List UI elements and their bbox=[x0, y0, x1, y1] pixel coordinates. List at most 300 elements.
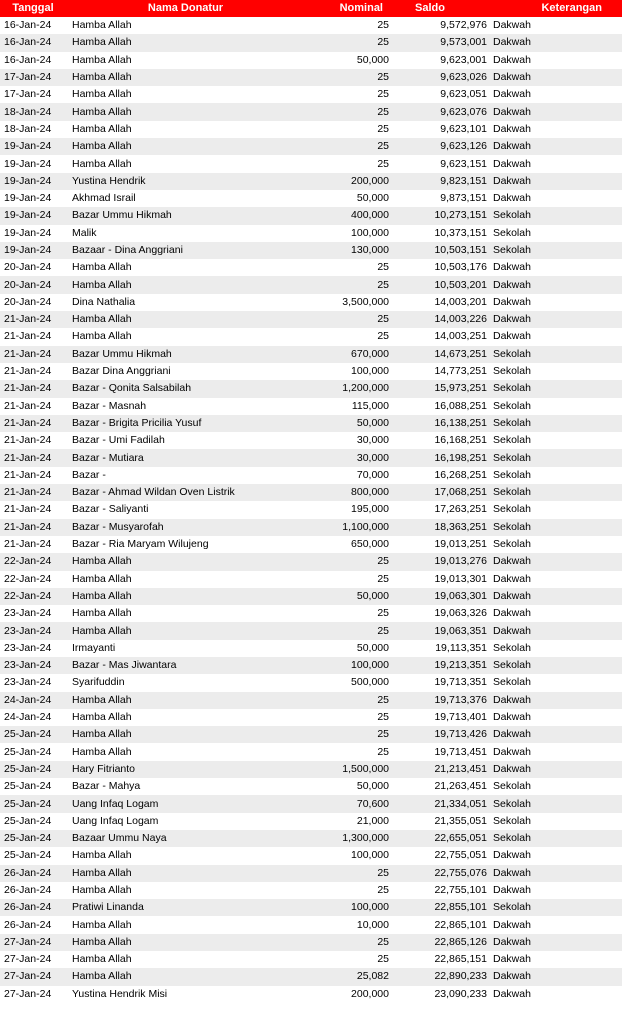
cell-keterangan: Dakwah bbox=[487, 968, 622, 985]
cell-nama-donatur: Hamba Allah bbox=[66, 69, 305, 86]
cell-nominal: 25 bbox=[305, 553, 401, 570]
cell-nama-donatur: Hamba Allah bbox=[66, 709, 305, 726]
cell-nama-donatur: Uang Infaq Logam bbox=[66, 795, 305, 812]
table-row bbox=[0, 328, 622, 345]
cell-nama-donatur: Hamba Allah bbox=[66, 692, 305, 709]
cell-tanggal: 23-Jan-24 bbox=[0, 605, 66, 622]
cell-nama-donatur: Hamba Allah bbox=[66, 934, 305, 951]
cell-keterangan: Sekolah bbox=[487, 432, 622, 449]
cell-tanggal: 25-Jan-24 bbox=[0, 778, 66, 795]
cell-tanggal: 24-Jan-24 bbox=[0, 692, 66, 709]
table-row bbox=[0, 657, 622, 674]
table-row bbox=[0, 294, 622, 311]
cell-nama-donatur: Bazar - bbox=[66, 467, 305, 484]
cell-saldo: 16,268,251 bbox=[401, 467, 487, 484]
cell-saldo: 22,865,151 bbox=[401, 951, 487, 968]
cell-nominal: 21,000 bbox=[305, 813, 401, 830]
table-row bbox=[0, 622, 622, 639]
cell-nominal: 25 bbox=[305, 743, 401, 760]
table-row bbox=[0, 501, 622, 518]
table-row bbox=[0, 709, 622, 726]
cell-nama-donatur: Hamba Allah bbox=[66, 865, 305, 882]
header-nama-donatur: Nama Donatur bbox=[66, 0, 305, 17]
cell-nominal: 25 bbox=[305, 605, 401, 622]
cell-nama-donatur: Bazar - Saliyanti bbox=[66, 501, 305, 518]
cell-nama-donatur: Hary Fitrianto bbox=[66, 761, 305, 778]
cell-saldo: 9,823,151 bbox=[401, 173, 487, 190]
cell-saldo: 19,713,376 bbox=[401, 692, 487, 709]
cell-tanggal: 21-Jan-24 bbox=[0, 432, 66, 449]
table-row bbox=[0, 121, 622, 138]
table-row bbox=[0, 52, 622, 69]
cell-keterangan: Sekolah bbox=[487, 225, 622, 242]
cell-nama-donatur: Hamba Allah bbox=[66, 311, 305, 328]
cell-nama-donatur: Hamba Allah bbox=[66, 52, 305, 69]
cell-tanggal: 25-Jan-24 bbox=[0, 847, 66, 864]
cell-nama-donatur: Hamba Allah bbox=[66, 259, 305, 276]
cell-nominal: 1,300,000 bbox=[305, 830, 401, 847]
table-row bbox=[0, 173, 622, 190]
cell-nama-donatur: Hamba Allah bbox=[66, 588, 305, 605]
cell-nominal: 70,600 bbox=[305, 795, 401, 812]
cell-keterangan: Dakwah bbox=[487, 553, 622, 570]
cell-tanggal: 25-Jan-24 bbox=[0, 830, 66, 847]
cell-tanggal: 21-Jan-24 bbox=[0, 519, 66, 536]
cell-tanggal: 21-Jan-24 bbox=[0, 398, 66, 415]
table-row bbox=[0, 449, 622, 466]
table-row bbox=[0, 588, 622, 605]
cell-tanggal: 24-Jan-24 bbox=[0, 709, 66, 726]
cell-tanggal: 27-Jan-24 bbox=[0, 934, 66, 951]
cell-keterangan: Dakwah bbox=[487, 86, 622, 103]
cell-keterangan: Dakwah bbox=[487, 986, 622, 1003]
cell-nama-donatur: Hamba Allah bbox=[66, 571, 305, 588]
cell-nama-donatur: Hamba Allah bbox=[66, 34, 305, 51]
cell-tanggal: 25-Jan-24 bbox=[0, 743, 66, 760]
table-row bbox=[0, 951, 622, 968]
cell-nominal: 25 bbox=[305, 17, 401, 34]
cell-nominal: 100,000 bbox=[305, 899, 401, 916]
cell-nominal: 25 bbox=[305, 103, 401, 120]
cell-nama-donatur: Hamba Allah bbox=[66, 847, 305, 864]
cell-nominal: 50,000 bbox=[305, 190, 401, 207]
cell-keterangan: Dakwah bbox=[487, 571, 622, 588]
cell-tanggal: 20-Jan-24 bbox=[0, 294, 66, 311]
cell-keterangan: Dakwah bbox=[487, 138, 622, 155]
cell-nama-donatur: Hamba Allah bbox=[66, 103, 305, 120]
cell-nominal: 3,500,000 bbox=[305, 294, 401, 311]
table-row bbox=[0, 276, 622, 293]
cell-saldo: 22,755,076 bbox=[401, 865, 487, 882]
cell-nominal: 200,000 bbox=[305, 986, 401, 1003]
cell-nama-donatur: Bazar - Musyarofah bbox=[66, 519, 305, 536]
table-body bbox=[0, 17, 622, 1003]
cell-nominal: 195,000 bbox=[305, 501, 401, 518]
cell-saldo: 9,623,101 bbox=[401, 121, 487, 138]
cell-saldo: 19,713,351 bbox=[401, 674, 487, 691]
cell-keterangan: Dakwah bbox=[487, 865, 622, 882]
cell-nominal: 25 bbox=[305, 138, 401, 155]
cell-keterangan: Dakwah bbox=[487, 692, 622, 709]
cell-saldo: 14,003,201 bbox=[401, 294, 487, 311]
cell-saldo: 19,213,351 bbox=[401, 657, 487, 674]
cell-saldo: 14,003,226 bbox=[401, 311, 487, 328]
cell-nominal: 115,000 bbox=[305, 398, 401, 415]
cell-nominal: 25 bbox=[305, 328, 401, 345]
cell-tanggal: 25-Jan-24 bbox=[0, 795, 66, 812]
cell-saldo: 22,890,233 bbox=[401, 968, 487, 985]
cell-tanggal: 16-Jan-24 bbox=[0, 52, 66, 69]
cell-nominal: 50,000 bbox=[305, 52, 401, 69]
table-row bbox=[0, 380, 622, 397]
cell-nominal: 670,000 bbox=[305, 346, 401, 363]
cell-keterangan: Dakwah bbox=[487, 103, 622, 120]
cell-keterangan: Dakwah bbox=[487, 259, 622, 276]
cell-nominal: 1,500,000 bbox=[305, 761, 401, 778]
cell-nominal: 100,000 bbox=[305, 847, 401, 864]
cell-tanggal: 21-Jan-24 bbox=[0, 449, 66, 466]
cell-tanggal: 19-Jan-24 bbox=[0, 138, 66, 155]
cell-saldo: 21,213,451 bbox=[401, 761, 487, 778]
table-row bbox=[0, 743, 622, 760]
cell-tanggal: 17-Jan-24 bbox=[0, 69, 66, 86]
cell-tanggal: 23-Jan-24 bbox=[0, 657, 66, 674]
cell-keterangan: Sekolah bbox=[487, 674, 622, 691]
cell-nominal: 1,200,000 bbox=[305, 380, 401, 397]
cell-keterangan: Dakwah bbox=[487, 934, 622, 951]
cell-tanggal: 21-Jan-24 bbox=[0, 484, 66, 501]
cell-tanggal: 19-Jan-24 bbox=[0, 225, 66, 242]
cell-tanggal: 22-Jan-24 bbox=[0, 571, 66, 588]
cell-tanggal: 20-Jan-24 bbox=[0, 259, 66, 276]
cell-nama-donatur: Bazar - Qonita Salsabilah bbox=[66, 380, 305, 397]
cell-saldo: 9,623,001 bbox=[401, 52, 487, 69]
table-row bbox=[0, 432, 622, 449]
cell-tanggal: 27-Jan-24 bbox=[0, 968, 66, 985]
cell-keterangan: Sekolah bbox=[487, 778, 622, 795]
cell-nama-donatur: Hamba Allah bbox=[66, 968, 305, 985]
cell-saldo: 14,773,251 bbox=[401, 363, 487, 380]
cell-tanggal: 22-Jan-24 bbox=[0, 553, 66, 570]
cell-nominal: 25 bbox=[305, 726, 401, 743]
cell-nominal: 25 bbox=[305, 86, 401, 103]
table-row bbox=[0, 674, 622, 691]
cell-nama-donatur: Syarifuddin bbox=[66, 674, 305, 691]
cell-saldo: 22,855,101 bbox=[401, 899, 487, 916]
cell-nama-donatur: Hamba Allah bbox=[66, 726, 305, 743]
cell-tanggal: 21-Jan-24 bbox=[0, 415, 66, 432]
cell-keterangan: Sekolah bbox=[487, 363, 622, 380]
cell-nama-donatur: Bazar - Mutiara bbox=[66, 449, 305, 466]
cell-keterangan: Sekolah bbox=[487, 484, 622, 501]
cell-saldo: 16,088,251 bbox=[401, 398, 487, 415]
cell-keterangan: Sekolah bbox=[487, 657, 622, 674]
cell-saldo: 22,755,051 bbox=[401, 847, 487, 864]
cell-saldo: 22,865,101 bbox=[401, 916, 487, 933]
cell-nominal: 25 bbox=[305, 69, 401, 86]
cell-nama-donatur: Uang Infaq Logam bbox=[66, 813, 305, 830]
cell-tanggal: 21-Jan-24 bbox=[0, 467, 66, 484]
table-row bbox=[0, 830, 622, 847]
table-row bbox=[0, 986, 622, 1003]
cell-nominal: 25 bbox=[305, 121, 401, 138]
cell-keterangan: Sekolah bbox=[487, 346, 622, 363]
table-row bbox=[0, 103, 622, 120]
cell-tanggal: 19-Jan-24 bbox=[0, 173, 66, 190]
cell-nama-donatur: Bazar - Mahya bbox=[66, 778, 305, 795]
table-row bbox=[0, 69, 622, 86]
table-row bbox=[0, 155, 622, 172]
cell-tanggal: 18-Jan-24 bbox=[0, 103, 66, 120]
cell-saldo: 19,063,351 bbox=[401, 622, 487, 639]
cell-tanggal: 21-Jan-24 bbox=[0, 363, 66, 380]
cell-keterangan: Dakwah bbox=[487, 34, 622, 51]
cell-saldo: 17,263,251 bbox=[401, 501, 487, 518]
cell-saldo: 15,973,251 bbox=[401, 380, 487, 397]
cell-keterangan: Sekolah bbox=[487, 795, 622, 812]
cell-keterangan: Dakwah bbox=[487, 190, 622, 207]
cell-nominal: 25 bbox=[305, 865, 401, 882]
cell-saldo: 23,090,233 bbox=[401, 986, 487, 1003]
table-row bbox=[0, 138, 622, 155]
table-row bbox=[0, 865, 622, 882]
cell-nama-donatur: Bazaar Ummu Naya bbox=[66, 830, 305, 847]
cell-keterangan: Sekolah bbox=[487, 380, 622, 397]
cell-saldo: 21,334,051 bbox=[401, 795, 487, 812]
cell-saldo: 9,873,151 bbox=[401, 190, 487, 207]
cell-tanggal: 23-Jan-24 bbox=[0, 640, 66, 657]
cell-nama-donatur: Hamba Allah bbox=[66, 155, 305, 172]
cell-tanggal: 23-Jan-24 bbox=[0, 674, 66, 691]
table-row bbox=[0, 692, 622, 709]
cell-keterangan: Sekolah bbox=[487, 830, 622, 847]
cell-saldo: 19,713,426 bbox=[401, 726, 487, 743]
cell-nama-donatur: Hamba Allah bbox=[66, 916, 305, 933]
cell-nominal: 25 bbox=[305, 571, 401, 588]
table-row bbox=[0, 761, 622, 778]
cell-nama-donatur: Bazar Ummu Hikmah bbox=[66, 346, 305, 363]
cell-nominal: 130,000 bbox=[305, 242, 401, 259]
table-row bbox=[0, 571, 622, 588]
cell-saldo: 22,865,126 bbox=[401, 934, 487, 951]
cell-nominal: 25 bbox=[305, 951, 401, 968]
cell-saldo: 14,673,251 bbox=[401, 346, 487, 363]
cell-nama-donatur: Hamba Allah bbox=[66, 605, 305, 622]
cell-tanggal: 16-Jan-24 bbox=[0, 17, 66, 34]
cell-tanggal: 16-Jan-24 bbox=[0, 34, 66, 51]
cell-nominal: 25 bbox=[305, 692, 401, 709]
cell-tanggal: 21-Jan-24 bbox=[0, 501, 66, 518]
cell-saldo: 19,713,451 bbox=[401, 743, 487, 760]
cell-nama-donatur: Hamba Allah bbox=[66, 882, 305, 899]
cell-keterangan: Dakwah bbox=[487, 121, 622, 138]
cell-nominal: 25 bbox=[305, 34, 401, 51]
cell-keterangan: Dakwah bbox=[487, 605, 622, 622]
cell-tanggal: 21-Jan-24 bbox=[0, 536, 66, 553]
cell-nominal: 200,000 bbox=[305, 173, 401, 190]
cell-tanggal: 19-Jan-24 bbox=[0, 190, 66, 207]
cell-keterangan: Dakwah bbox=[487, 622, 622, 639]
cell-tanggal: 21-Jan-24 bbox=[0, 328, 66, 345]
cell-keterangan: Sekolah bbox=[487, 415, 622, 432]
cell-saldo: 14,003,251 bbox=[401, 328, 487, 345]
cell-tanggal: 26-Jan-24 bbox=[0, 865, 66, 882]
cell-nama-donatur: Irmayanti bbox=[66, 640, 305, 657]
cell-saldo: 19,013,251 bbox=[401, 536, 487, 553]
cell-tanggal: 22-Jan-24 bbox=[0, 588, 66, 605]
cell-keterangan: Dakwah bbox=[487, 709, 622, 726]
cell-keterangan: Sekolah bbox=[487, 207, 622, 224]
cell-keterangan: Sekolah bbox=[487, 536, 622, 553]
cell-nama-donatur: Yustina Hendrik Misi bbox=[66, 986, 305, 1003]
cell-saldo: 22,655,051 bbox=[401, 830, 487, 847]
cell-nama-donatur: Hamba Allah bbox=[66, 86, 305, 103]
table-row bbox=[0, 259, 622, 276]
cell-keterangan: Sekolah bbox=[487, 242, 622, 259]
cell-keterangan: Dakwah bbox=[487, 916, 622, 933]
table-row bbox=[0, 86, 622, 103]
cell-saldo: 16,198,251 bbox=[401, 449, 487, 466]
cell-nominal: 500,000 bbox=[305, 674, 401, 691]
table-row bbox=[0, 519, 622, 536]
cell-tanggal: 19-Jan-24 bbox=[0, 242, 66, 259]
cell-saldo: 16,168,251 bbox=[401, 432, 487, 449]
table-row bbox=[0, 398, 622, 415]
cell-keterangan: Dakwah bbox=[487, 173, 622, 190]
table-row bbox=[0, 415, 622, 432]
cell-nominal: 100,000 bbox=[305, 657, 401, 674]
cell-tanggal: 17-Jan-24 bbox=[0, 86, 66, 103]
cell-tanggal: 26-Jan-24 bbox=[0, 916, 66, 933]
table-row bbox=[0, 467, 622, 484]
cell-nama-donatur: Bazar - Mas Jiwantara bbox=[66, 657, 305, 674]
table-row bbox=[0, 778, 622, 795]
table-row bbox=[0, 536, 622, 553]
table-row bbox=[0, 847, 622, 864]
table-row bbox=[0, 882, 622, 899]
table-row bbox=[0, 899, 622, 916]
cell-nominal: 25 bbox=[305, 155, 401, 172]
cell-keterangan: Sekolah bbox=[487, 398, 622, 415]
cell-nama-donatur: Hamba Allah bbox=[66, 622, 305, 639]
cell-tanggal: 19-Jan-24 bbox=[0, 207, 66, 224]
cell-keterangan: Sekolah bbox=[487, 519, 622, 536]
cell-saldo: 9,573,001 bbox=[401, 34, 487, 51]
cell-saldo: 19,063,301 bbox=[401, 588, 487, 605]
cell-keterangan: Dakwah bbox=[487, 69, 622, 86]
cell-nominal: 30,000 bbox=[305, 449, 401, 466]
table-row bbox=[0, 17, 622, 34]
cell-keterangan: Dakwah bbox=[487, 294, 622, 311]
cell-nama-donatur: Bazar Dina Anggriani bbox=[66, 363, 305, 380]
table-row bbox=[0, 34, 622, 51]
cell-nama-donatur: Malik bbox=[66, 225, 305, 242]
cell-tanggal: 21-Jan-24 bbox=[0, 380, 66, 397]
cell-tanggal: 25-Jan-24 bbox=[0, 726, 66, 743]
cell-nama-donatur: Hamba Allah bbox=[66, 17, 305, 34]
cell-nama-donatur: Akhmad Israil bbox=[66, 190, 305, 207]
cell-nominal: 25,082 bbox=[305, 968, 401, 985]
cell-saldo: 9,623,026 bbox=[401, 69, 487, 86]
cell-keterangan: Dakwah bbox=[487, 311, 622, 328]
cell-keterangan: Dakwah bbox=[487, 52, 622, 69]
cell-nominal: 50,000 bbox=[305, 415, 401, 432]
cell-nominal: 100,000 bbox=[305, 225, 401, 242]
cell-tanggal: 27-Jan-24 bbox=[0, 951, 66, 968]
table-row bbox=[0, 968, 622, 985]
table-row bbox=[0, 363, 622, 380]
cell-nominal: 70,000 bbox=[305, 467, 401, 484]
cell-saldo: 10,503,201 bbox=[401, 276, 487, 293]
cell-nama-donatur: Hamba Allah bbox=[66, 138, 305, 155]
cell-nominal: 50,000 bbox=[305, 640, 401, 657]
cell-nama-donatur: Bazaar - Dina Anggriani bbox=[66, 242, 305, 259]
cell-nama-donatur: Pratiwi Linanda bbox=[66, 899, 305, 916]
cell-keterangan: Dakwah bbox=[487, 588, 622, 605]
cell-keterangan: Dakwah bbox=[487, 276, 622, 293]
header-tanggal: Tanggal bbox=[0, 0, 66, 17]
cell-saldo: 18,363,251 bbox=[401, 519, 487, 536]
cell-tanggal: 26-Jan-24 bbox=[0, 899, 66, 916]
cell-nama-donatur: Bazar - Umi Fadilah bbox=[66, 432, 305, 449]
cell-nama-donatur: Hamba Allah bbox=[66, 276, 305, 293]
cell-nama-donatur: Hamba Allah bbox=[66, 743, 305, 760]
header-nominal: Nominal bbox=[305, 0, 401, 17]
cell-keterangan: Dakwah bbox=[487, 951, 622, 968]
cell-saldo: 19,063,326 bbox=[401, 605, 487, 622]
cell-saldo: 9,623,051 bbox=[401, 86, 487, 103]
cell-nama-donatur: Bazar - Ahmad Wildan Oven Listrik bbox=[66, 484, 305, 501]
cell-saldo: 21,263,451 bbox=[401, 778, 487, 795]
table-row bbox=[0, 311, 622, 328]
cell-nominal: 650,000 bbox=[305, 536, 401, 553]
cell-nama-donatur: Bazar Ummu Hikmah bbox=[66, 207, 305, 224]
cell-tanggal: 21-Jan-24 bbox=[0, 346, 66, 363]
cell-nominal: 25 bbox=[305, 276, 401, 293]
table-row bbox=[0, 640, 622, 657]
cell-nama-donatur: Hamba Allah bbox=[66, 951, 305, 968]
cell-keterangan: Dakwah bbox=[487, 726, 622, 743]
cell-keterangan: Dakwah bbox=[487, 743, 622, 760]
table-row bbox=[0, 813, 622, 830]
header-saldo: Saldo bbox=[401, 0, 487, 17]
cell-tanggal: 26-Jan-24 bbox=[0, 882, 66, 899]
table-row bbox=[0, 795, 622, 812]
cell-nominal: 25 bbox=[305, 259, 401, 276]
cell-nama-donatur: Hamba Allah bbox=[66, 328, 305, 345]
cell-nama-donatur: Hamba Allah bbox=[66, 553, 305, 570]
cell-nama-donatur: Dina Nathalia bbox=[66, 294, 305, 311]
cell-keterangan: Sekolah bbox=[487, 501, 622, 518]
table-row bbox=[0, 346, 622, 363]
cell-tanggal: 19-Jan-24 bbox=[0, 155, 66, 172]
cell-nama-donatur: Bazar - Ria Maryam Wilujeng bbox=[66, 536, 305, 553]
cell-keterangan: Sekolah bbox=[487, 640, 622, 657]
cell-nominal: 100,000 bbox=[305, 363, 401, 380]
table-row bbox=[0, 553, 622, 570]
table-row bbox=[0, 242, 622, 259]
cell-keterangan: Dakwah bbox=[487, 882, 622, 899]
cell-saldo: 16,138,251 bbox=[401, 415, 487, 432]
cell-saldo: 10,373,151 bbox=[401, 225, 487, 242]
cell-tanggal: 20-Jan-24 bbox=[0, 276, 66, 293]
cell-nominal: 800,000 bbox=[305, 484, 401, 501]
cell-tanggal: 25-Jan-24 bbox=[0, 813, 66, 830]
table-row bbox=[0, 726, 622, 743]
cell-saldo: 10,273,151 bbox=[401, 207, 487, 224]
cell-saldo: 9,623,126 bbox=[401, 138, 487, 155]
cell-nominal: 25 bbox=[305, 934, 401, 951]
